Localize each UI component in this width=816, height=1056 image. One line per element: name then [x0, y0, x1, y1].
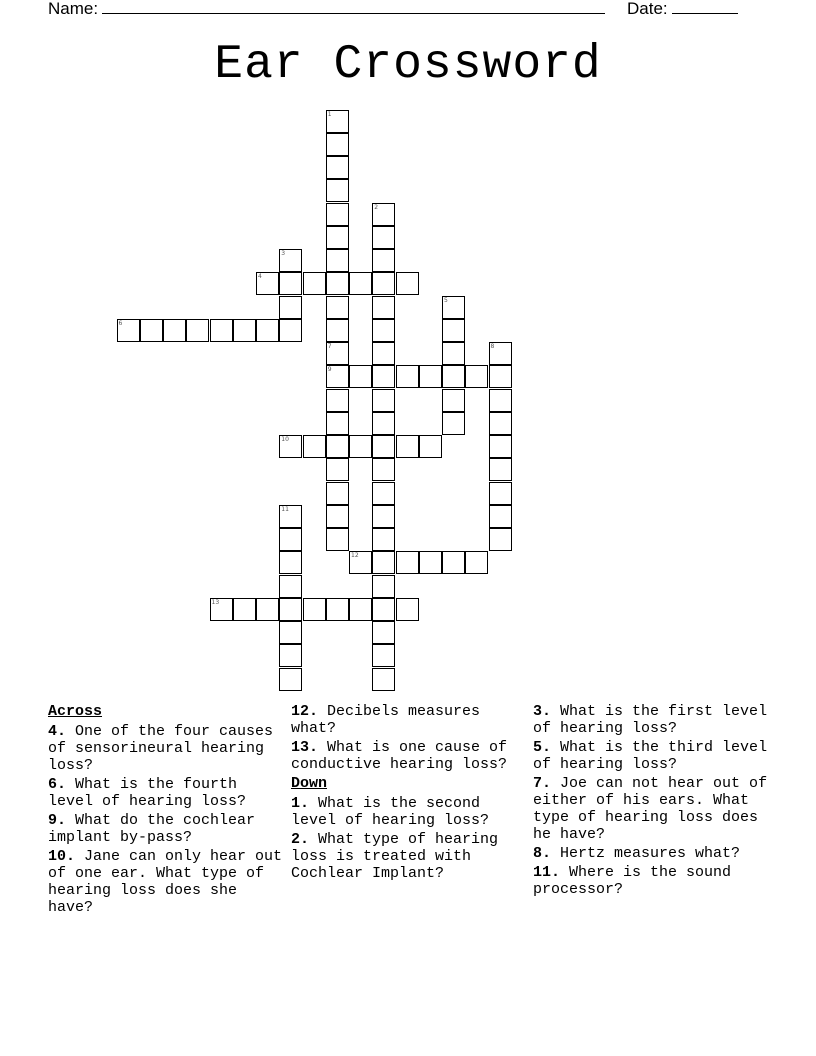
clue-number: 4 [258, 273, 262, 281]
grid-cell[interactable] [279, 505, 302, 528]
grid-cell[interactable] [349, 598, 372, 621]
grid-cell[interactable] [465, 551, 488, 574]
grid-cell[interactable] [372, 389, 395, 412]
grid-cell[interactable] [326, 296, 349, 319]
grid-cell[interactable] [210, 319, 233, 342]
crossword-grid [117, 110, 537, 710]
page-title: Ear Crossword [214, 38, 602, 92]
grid-cell[interactable] [349, 551, 372, 574]
grid-cell[interactable] [186, 319, 209, 342]
grid-cell[interactable] [326, 156, 349, 179]
grid-cell[interactable] [326, 598, 349, 621]
grid-cell[interactable] [326, 133, 349, 156]
grid-cell[interactable] [396, 272, 419, 295]
grid-cell[interactable] [372, 644, 395, 667]
grid-cell[interactable] [489, 435, 512, 458]
grid-cell[interactable] [279, 249, 302, 272]
clue-number: 12 [351, 552, 359, 560]
name-label: Name: [48, 0, 99, 18]
grid-cell[interactable] [372, 668, 395, 691]
clue-number: 9 [327, 366, 332, 374]
grid-cell[interactable] [163, 319, 186, 342]
grid-cell[interactable] [233, 598, 256, 621]
date-label: Date: [627, 0, 668, 18]
grid-cell[interactable] [303, 598, 326, 621]
grid-cell[interactable] [279, 319, 302, 342]
grid-cell[interactable] [489, 412, 512, 435]
clue-number: 8 [490, 343, 495, 350]
grid-cell[interactable] [396, 365, 419, 388]
grid-cell[interactable] [372, 272, 395, 295]
grid-cell[interactable] [326, 226, 349, 249]
grid-cell[interactable] [442, 389, 465, 412]
grid-cell[interactable] [326, 435, 349, 458]
grid-cell[interactable] [465, 365, 488, 388]
grid-cell[interactable] [256, 319, 279, 342]
grid-cell[interactable] [442, 319, 465, 342]
grid-cell[interactable] [372, 412, 395, 435]
grid-cell[interactable] [372, 621, 395, 644]
clue-down-3: 3. What is the first level of hearing loss? [533, 703, 768, 737]
grid-cell[interactable] [442, 412, 465, 435]
grid-cell[interactable] [372, 575, 395, 598]
grid-cell[interactable] [442, 365, 465, 388]
grid-cell[interactable] [489, 458, 512, 481]
clue-number: 7 [327, 343, 332, 350]
grid-cell[interactable] [396, 551, 419, 574]
clues-column-2 [291, 703, 527, 884]
clue-down-11: 11. Where is the sound processor? [533, 864, 732, 898]
grid-cell[interactable] [372, 226, 395, 249]
clue-down-5: 5. What is the third level of hearing loss? [533, 739, 768, 773]
grid-cell[interactable] [349, 435, 372, 458]
grid-cell[interactable] [349, 365, 372, 388]
clue-across-10: 10. Jane can only hear out of one ear. What type of hearing loss does she have? [48, 848, 283, 916]
grid-cell[interactable] [326, 389, 349, 412]
clue-number: 2 [374, 203, 379, 211]
grid-cell[interactable] [279, 551, 302, 574]
grid-cell[interactable] [326, 203, 349, 226]
clue-number: 13 [211, 598, 220, 606]
grid-cell[interactable] [279, 272, 302, 295]
grid-cell[interactable] [489, 528, 512, 551]
grid-cell[interactable] [326, 412, 349, 435]
grid-cell[interactable] [140, 319, 163, 342]
grid-cell[interactable] [442, 296, 465, 319]
grid-cell[interactable] [279, 296, 302, 319]
clue-down-1: 1. What is the second level of hearing loss? [291, 795, 490, 829]
grid-cell[interactable] [372, 319, 395, 342]
grid-cell[interactable] [372, 296, 395, 319]
grid-cell[interactable] [326, 319, 349, 342]
grid-cell[interactable] [326, 342, 349, 365]
grid-cell[interactable] [326, 365, 349, 388]
clue-across-6: 6. What is the fourth level of hearing loss? [48, 776, 247, 810]
grid-cell[interactable] [396, 598, 419, 621]
grid-cell[interactable] [372, 598, 395, 621]
grid-cell[interactable] [349, 272, 372, 295]
across-heading: Across [48, 703, 103, 720]
grid-cell[interactable] [303, 435, 326, 458]
grid-cell[interactable] [210, 598, 233, 621]
grid-cell[interactable] [372, 249, 395, 272]
grid-cell[interactable] [442, 342, 465, 365]
grid-cell[interactable] [419, 551, 442, 574]
grid-cell[interactable] [279, 575, 302, 598]
grid-cell[interactable] [372, 528, 395, 551]
clue-number: 11 [281, 505, 289, 513]
grid-cell[interactable] [489, 365, 512, 388]
clues-column-3 [533, 703, 769, 900]
clue-number: 1 [327, 110, 332, 118]
grid-cell[interactable] [279, 528, 302, 551]
grid-cell[interactable] [279, 435, 302, 458]
clue-across-12: 12. Decibels measures what? [291, 703, 481, 737]
clue-number: 3 [281, 250, 286, 257]
clue-number: 6 [118, 319, 123, 327]
grid-cell[interactable] [256, 272, 279, 295]
clue-across-9: 9. What do the cochlear implant by-pass? [48, 812, 256, 846]
grid-cell[interactable] [233, 319, 256, 342]
grid-cell[interactable] [117, 319, 140, 342]
grid-cell[interactable] [326, 110, 349, 133]
grid-cell[interactable] [489, 505, 512, 528]
name-field[interactable] [48, 0, 605, 19]
clue-number: 10 [281, 436, 289, 443]
grid-cell[interactable] [326, 482, 349, 505]
grid-cell[interactable] [279, 598, 302, 621]
grid-cell[interactable] [372, 435, 395, 458]
clue-down-2: 2. What type of hearing loss is treated with Cochlear Implant? [291, 831, 499, 882]
grid-cell[interactable] [303, 272, 326, 295]
grid-cell[interactable] [326, 249, 349, 272]
grid-cell[interactable] [326, 179, 349, 202]
grid-cell[interactable] [442, 551, 465, 574]
grid-cell[interactable] [489, 342, 512, 365]
grid-cell[interactable] [256, 598, 279, 621]
grid-cell[interactable] [396, 435, 419, 458]
clue-number: 5 [444, 296, 448, 304]
grid-cell[interactable] [372, 365, 395, 388]
grid-cell[interactable] [279, 644, 302, 667]
grid-cell[interactable] [372, 505, 395, 528]
clue-across-4: 4. One of the four causes of sensorineural hearing loss? [48, 723, 274, 774]
grid-cell[interactable] [372, 342, 395, 365]
grid-cell[interactable] [326, 458, 349, 481]
grid-cell[interactable] [372, 203, 395, 226]
grid-cell[interactable] [326, 272, 349, 295]
name-line[interactable] [102, 0, 605, 14]
grid-cell[interactable] [279, 621, 302, 644]
grid-cell[interactable] [372, 482, 395, 505]
clues-column-1 [48, 703, 284, 918]
grid-cell[interactable] [372, 458, 395, 481]
clue-down-7: 7. Joe can not hear out of either of his ears. What type of hearing loss does he have? [533, 775, 768, 843]
grid-cell[interactable] [326, 505, 349, 528]
grid-cell[interactable] [372, 551, 395, 574]
clue-down-8: 8. Hertz measures what? [533, 845, 741, 862]
grid-cell[interactable] [489, 389, 512, 412]
grid-cell[interactable] [419, 435, 442, 458]
date-line[interactable] [672, 0, 738, 14]
date-field[interactable] [627, 0, 738, 19]
grid-cell[interactable] [489, 482, 512, 505]
grid-cell[interactable] [326, 528, 349, 551]
down-heading: Down [291, 775, 328, 792]
grid-cell[interactable] [279, 668, 302, 691]
grid-cell[interactable] [419, 365, 442, 388]
clue-across-13: 13. What is one cause of conductive hearing loss? [291, 739, 508, 773]
